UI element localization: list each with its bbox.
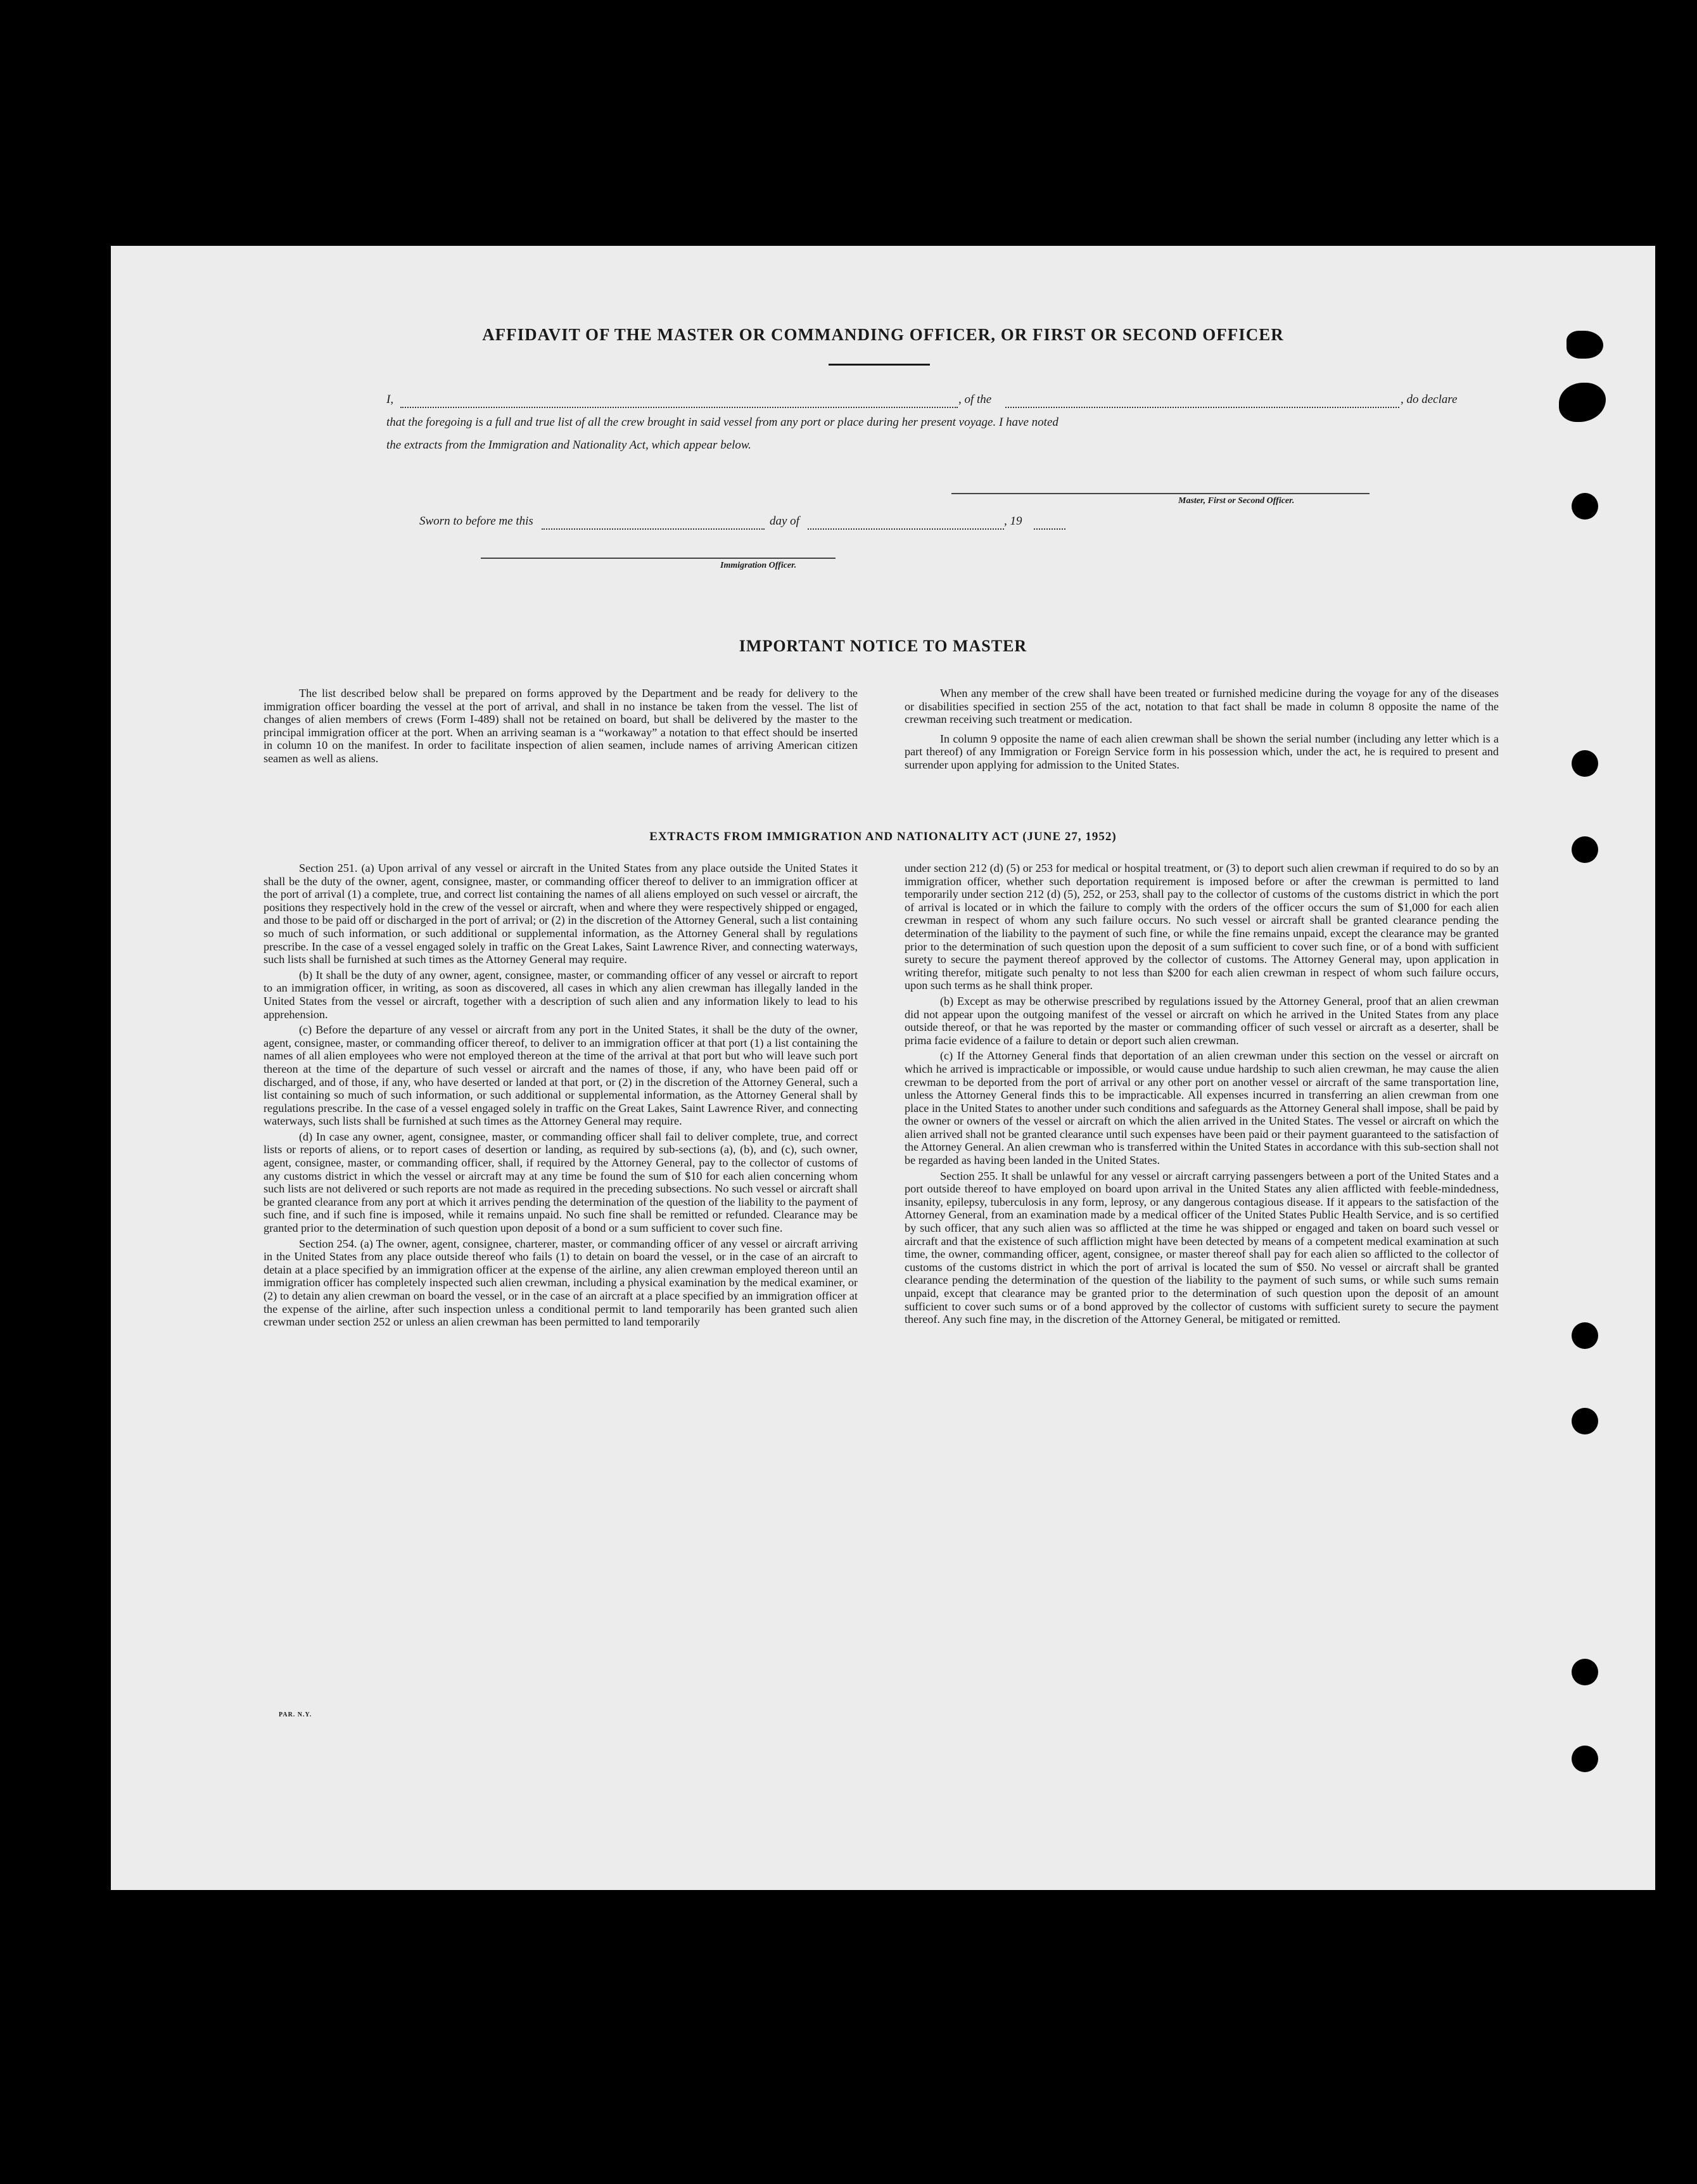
master-signature-caption: Master, First or Second Officer. (1178, 496, 1295, 506)
immigration-officer-caption: Immigration Officer. (720, 561, 797, 570)
extract-paragraph: (c) Before the departure of any vessel or aircraft from any port in the United States, it shall be the duty of the owner, agent, consignee, master, or commanding officer thereof, to deliver to an immigration officer at that port (1) a list containing the names of all alien employees who were not employed thereon at the time of the arrival at that port but who will leave such port thereon at the time of the departure of such vessel or aircraft and the names of those, if any, who have been paid off or discharged, and of those, if any, who have deserted or landed at that port, or (2) in the discretion of the Attorney General, such a list containing so much of such information, or such additional or supplemental information, as the Attorney General shall by regulations prescribe. In the case of a vessel engaged solely in traffic on the Great Lakes, Saint Lawrence River, and connecting waterways, such lists shall be furnished at such times as the Attorney General may require. (264, 1023, 858, 1128)
punch-hole (1572, 1322, 1598, 1349)
sworn-month-field[interactable] (808, 528, 1004, 530)
extract-paragraph: Section 251. (a) Upon arrival of any vessel or aircraft in the United States from any place outside the United States it shall be the duty of the owner, agent, consignee, master, or commanding officer thereof to deliver to an immigration officer at the port of arrival (1) a complete, true, and correct list containing the names of all aliens employed on such vessel or aircraft, the positions they respectively hold in the crew of the vessel or aircraft, when and where they were respectively shipped or engaged, and those to be paid off or discharged in the port of arrival; or (2) in the discretion of the Attorney General, such a list containing so much of such information, or such additional or supplemental information, as the Attorney General shall by regulations prescribe. In the case of a vessel engaged solely in traffic on the Great Lakes, Saint Lawrence River, and connecting waterways, such lists shall be furnished at such times as the Attorney General may require. (264, 862, 858, 966)
declaration-text-line3: the extracts from the Immigration and Nationality Act, which appear below. (386, 438, 751, 452)
printer-mark: PAR. N.Y. (279, 1711, 312, 1718)
affidavit-title: AFFIDAVIT OF THE MASTER OR COMMANDING OFFICER, OR FIRST OR SECOND OFFICER (482, 325, 1284, 344)
punch-hole (1572, 1746, 1598, 1772)
sworn-year-field[interactable] (1034, 528, 1065, 530)
form-page (111, 246, 1655, 1890)
notice-right-column (905, 687, 1499, 774)
sworn-label: Sworn to before me this (419, 514, 533, 528)
day-of-label: day of (770, 514, 799, 528)
extracts-right-column (905, 862, 1499, 1329)
notice-paragraph: The list described below shall be prepared on forms approved by the Department and be ready for delivery to the immigration officer boarding the vessel at the port of arrival, and shall in no instance be taken from the vessel. The list of changes of alien members of crews (Form I-489) shall not be retained on board, but shall be delivered by the master to the principal immigration officer at the port. When an arriving seaman is a “workaway” a notation to that effect should be inserted in column 10 on the manifest. In order to facilitate inspection of alien seamen, include names of arriving American citizen seamen as well as aliens. (264, 687, 858, 765)
extract-paragraph: Section 254. (a) The owner, agent, consignee, charterer, master, or commanding officer of any vessel or aircraft arriving in the United States from any place outside thereof who fails (1) to detain on board the vessel, or in the case of an aircraft to detain at a place specified by an immigration officer at the expense of the airline, any alien crewman employed thereon until an immigration officer has completely inspected such alien crewman, including a physical examination by the medical examiner, or (2) to detain any alien crewman on board the vessel, or in the case of an aircraft at a place specified by an immigration officer at the expense of the airline, after such inspection unless a conditional permit to land temporarily has been granted such alien crewman under section 252 or unless an alien crewman has been permitted to land temporarily (264, 1237, 858, 1329)
declarant-label: I, (386, 393, 394, 406)
title-rule (829, 364, 930, 366)
torn-hole-mark (1567, 331, 1603, 359)
declaration-text-line2: that the foregoing is a full and true list of all the crew brought in said vessel from any port or place during her present voyage. I have noted (386, 416, 1058, 429)
vessel-name-field[interactable] (1005, 407, 1399, 408)
declare-label: , do declare (1401, 393, 1458, 406)
sworn-day-field[interactable] (542, 528, 765, 530)
punch-hole (1572, 836, 1598, 863)
master-signature-field[interactable] (951, 493, 1370, 494)
vessel-label: , of the (958, 393, 992, 406)
extract-paragraph: under section 212 (d) (5) or 253 for medical or hospital treatment, or (3) to deport such alien crewman if required to do so by an immigration officer, whether such deportation requirement is imposed before or after the crewman is permitted to land temporarily under section 212 (d) (5), 252, or 253, shall pay to the collector of customs of the customs district in which the port of arrival is located or in which the failure to comply with the orders of the officer occurs the sum of $1,000 for each alien crewman in respect of whom any such failure occurs. No such vessel or aircraft shall be granted clearance pending the determination of the liability to the payment of such fine, or while the fine remains unpaid, except the clearance may be granted prior to the determination of such question upon the deposit of a sum sufficient to cover such fine, or of a bond with sufficient surety to secure the payment thereof approved by the collector of customs. The Attorney General may, upon application in writing therefor, mitigate such penalty to not less than $200 for each alien crewman in respect of whom such failure occurs, upon such terms as he shall think proper. (905, 862, 1499, 992)
notice-left-column (264, 687, 858, 768)
extract-paragraph: (b) It shall be the duty of any owner, agent, consignee, master, or commanding officer of any vessel or aircraft to report to an immigration officer, in writing, as soon as discovered, all cases in which any alien crewman has illegally landed in the United States from the vessel or aircraft, together with a description of such alien and any information likely to lead to his apprehension. (264, 968, 858, 1021)
punch-hole (1572, 493, 1598, 520)
notice-paragraph: In column 9 opposite the name of each alien crewman shall be shown the serial number (including any letter which is a part thereof) of any Immigration or Foreign Service form in his possession which, under the act, he is required to present and surrender upon applying for admission to the United States. (905, 732, 1499, 771)
extract-paragraph: (d) In case any owner, agent, consignee, master, or commanding officer shall fail to deliver complete, true, and correct lists or reports of aliens, or to report cases of desertion or landing, as required by sub-sections (a), (b), and (c), such owner, agent, consignee, master, or commanding officer, shall, if required by the Attorney General, pay to the collector of customs of any customs district in which the vessel or aircraft may at any time be found the sum of $10 for each alien concerning whom such lists are not delivered or such reports are not made as required in the preceding subsections. No such vessel or aircraft shall be granted clearance from any port at which it arrives pending the determination of the question of the liability to the payment of such fine, and if such fine is imposed, while it remains unpaid. No such fine shall be remitted or refunded. Clearance may be granted prior to the determination of such question upon deposit of a bond or a sum sufficient to cover such fine. (264, 1130, 858, 1235)
punch-hole (1572, 1659, 1598, 1685)
year-label: , 19 (1004, 514, 1022, 528)
immigration-officer-signature-field[interactable] (481, 558, 836, 559)
extracts-left-column (264, 862, 858, 1331)
punch-hole (1572, 750, 1598, 777)
declarant-name-field[interactable] (400, 407, 958, 408)
torn-hole-mark (1559, 383, 1606, 422)
extract-paragraph: (c) If the Attorney General finds that deportation of an alien crewman under this section on the vessel or aircraft on which he arrived is impracticable or impossible, or would cause undue hardship to such alien crewman, he may cause the alien crewman to be deported from the port of arrival or any other port on another vessel or aircraft of the same transportation line, unless the Attorney General finds this to be impracticable. All expenses incurred in transferring an alien crewman from one place in the United States to another under such conditions and safeguards as the Attorney General shall impose, shall be paid by the owner or owners of the vessel or aircraft on which the alien arrived in the United States. The vessel or aircraft on which the alien arrived shall not be granted clearance until such expenses have been paid or their payment guaranteed to the satisfaction of the Attorney General. An alien crewman who is transferred within the United States in accordance with this sub-section shall not be regarded as having been landed in the United States. (905, 1049, 1499, 1167)
punch-hole (1572, 1408, 1598, 1434)
extract-paragraph: Section 255. It shall be unlawful for any vessel or aircraft carrying passengers between a port of the United States and a port outside thereof to have employed on board upon arrival in the United States any alien afflicted with feeble-mindedness, insanity, epilepsy, tuberculosis in any form, leprosy, or any dangerous contagious disease. If it appears to the satisfaction of the Attorney General, from an examination made by a medical officer of the United States Public Health Service, and is so certified by such officer, that any such alien was so afflicted at the time he was shipped or engaged and taken on board such vessel or aircraft and that the existence of such affliction might have been detected by means of a competent medical examination at such time, the owner, commanding officer, agent, consignee, or master thereof shall pay for each alien so afflicted to the collector of customs of the customs district in which the port of arrival is located the sum of $50. No vessel or aircraft shall be granted clearance pending the determination of the question of the liability to the payment of such sums, or while such sums remain unpaid, except that clearance may be granted prior to the determination of such question upon the deposit of an amount sufficient to cover such sums or of a bond approved by the collector of customs with sufficient surety to secure the payment thereof. Any such fine may, in the discretion of the Attorney General, be mitigated or remitted. (905, 1169, 1499, 1326)
notice-paragraph: When any member of the crew shall have been treated or furnished medicine during the voyage for any of the diseases or disabilities specified in section 255 of the act, notation to that fact shall be made in column 8 opposite the name of the crewman receiving such treatment or medication. (905, 687, 1499, 726)
extract-paragraph: (b) Except as may be otherwise prescribed by regulations issued by the Attorney General, proof that an alien crewman did not appear upon the outgoing manifest of the vessel or aircraft on which he arrived in the United States from any place outside thereof, or that he was reported by the master or commanding officer of such vessel or aircraft as a deserter, shall be prima facie evidence of a failure to detain or deport such alien crewman. (905, 994, 1499, 1047)
notice-title: IMPORTANT NOTICE TO MASTER (739, 637, 1027, 655)
extracts-title: EXTRACTS FROM IMMIGRATION AND NATIONALITY ACT (JUNE 27, 1952) (649, 830, 1117, 843)
